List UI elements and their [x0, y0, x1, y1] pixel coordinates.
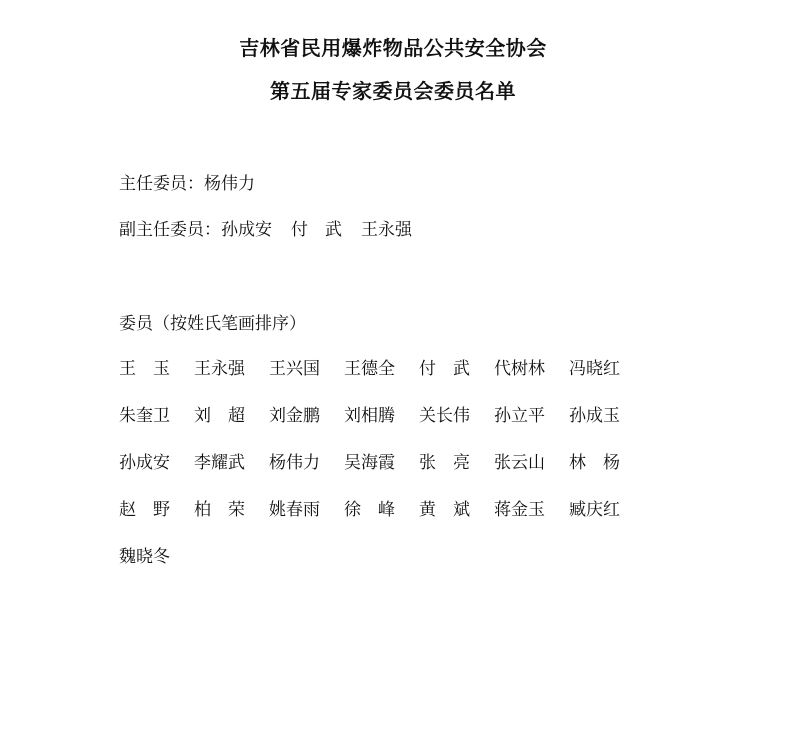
member-name: 林 杨: [569, 453, 620, 473]
member-name: 臧庆红: [569, 500, 620, 520]
member-name: 李耀武: [194, 453, 245, 473]
document-title-line1: 吉林省民用爆炸物品公共安全协会: [239, 36, 547, 60]
member-name: 孙成玉: [569, 406, 620, 426]
member-name: 姚春雨: [269, 500, 320, 520]
member-name: 蒋金玉: [494, 500, 545, 520]
member-name: 关长伟: [419, 406, 470, 426]
member-name: 王永强: [194, 359, 245, 379]
member-name: 孙立平: [494, 406, 545, 426]
member-name: 柏 荣: [194, 500, 245, 520]
members-grid: [119, 358, 639, 593]
members-heading: 委员（按姓氏笔画排序）: [119, 314, 306, 334]
member-name: 刘 超: [194, 406, 245, 426]
vice-chair-name: 付 武: [291, 220, 342, 240]
member-name: 黄 斌: [419, 500, 470, 520]
member-name: 张云山: [494, 453, 545, 473]
member-name: 刘相腾: [344, 406, 395, 426]
member-name: 朱奎卫: [119, 406, 170, 426]
member-name: 王德全: [344, 359, 395, 379]
vice-chair-name: 王永强: [361, 220, 412, 240]
member-name: 徐 峰: [344, 500, 395, 520]
member-name: 冯晓红: [569, 359, 620, 379]
member-row: [119, 358, 639, 405]
member-row: [119, 405, 639, 452]
member-name: 杨伟力: [269, 453, 320, 473]
member-row: [119, 452, 639, 499]
member-row: [119, 499, 639, 546]
member-name: 王兴国: [269, 359, 320, 379]
document-title-line2: 第五届专家委员会委员名单: [270, 79, 516, 103]
member-name: 魏晓冬: [119, 547, 170, 567]
member-name: 赵 野: [119, 500, 170, 520]
member-name: 付 武: [419, 359, 470, 379]
chair-line: [119, 173, 255, 195]
chair-label: 主任委员：: [119, 174, 204, 194]
chair-name: 杨伟力: [204, 174, 255, 194]
member-name: 刘金鹏: [269, 406, 320, 426]
vice-chair-line: [119, 219, 431, 241]
member-name: 吴海霞: [344, 453, 395, 473]
member-name: 王 玉: [119, 359, 170, 379]
member-name: 张 亮: [419, 453, 470, 473]
vice-chair-name: 孙成安: [221, 220, 272, 240]
member-row: [119, 546, 639, 593]
member-name: 代树林: [494, 359, 545, 379]
vice-chair-label: 副主任委员：: [119, 220, 221, 240]
member-name: 孙成安: [119, 453, 170, 473]
